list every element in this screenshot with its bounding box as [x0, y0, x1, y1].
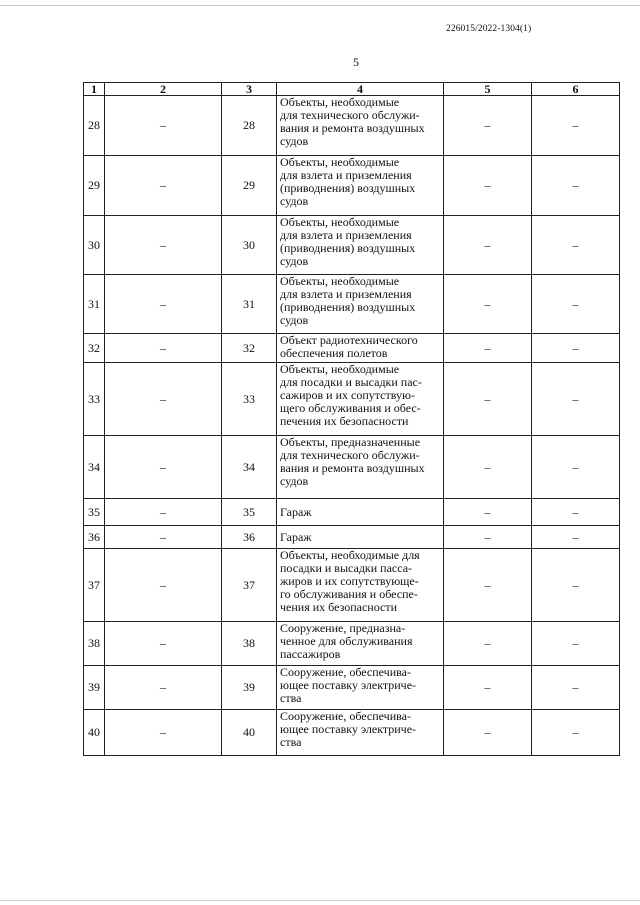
- column-5-value: –: [444, 526, 532, 549]
- column-3-value: 28: [222, 96, 277, 156]
- column-6-value: –: [532, 96, 620, 156]
- object-description: [277, 96, 444, 156]
- object-description: [277, 275, 444, 334]
- page-number: 5: [353, 55, 359, 69]
- description-line: ченное для обслуживания: [280, 634, 413, 648]
- column-3-value: 36: [222, 526, 277, 549]
- header-col-5: 5: [444, 83, 532, 96]
- column-2-value: –: [105, 710, 222, 756]
- column-2-value: –: [105, 363, 222, 436]
- header-col-3: 3: [222, 83, 277, 96]
- object-description: [277, 499, 444, 526]
- column-3-value: 37: [222, 549, 277, 622]
- table-row: [84, 156, 620, 216]
- column-3-value: 33: [222, 363, 277, 436]
- table-row: [84, 216, 620, 275]
- object-description: [277, 666, 444, 710]
- description-line: для посадки и высадки пас-: [280, 375, 422, 389]
- table-row: [84, 96, 620, 156]
- description-line: жиров и их сопутствующе-: [280, 574, 419, 588]
- table-row: [84, 334, 620, 363]
- column-5-value: –: [444, 666, 532, 710]
- column-3-value: 39: [222, 666, 277, 710]
- row-number: 40: [84, 710, 105, 756]
- row-number: 29: [84, 156, 105, 216]
- column-5-value: –: [444, 549, 532, 622]
- column-2-value: –: [105, 216, 222, 275]
- column-6-value: –: [532, 363, 620, 436]
- description-line: пассажиров: [280, 647, 341, 661]
- column-3-value: 31: [222, 275, 277, 334]
- column-3-value: 34: [222, 436, 277, 499]
- column-2-value: –: [105, 666, 222, 710]
- column-5-value: –: [444, 363, 532, 436]
- description-line: вания и ремонта воздушных: [280, 121, 425, 135]
- description-line: (приводнения) воздушных: [280, 181, 416, 195]
- column-2-value: –: [105, 526, 222, 549]
- table-header-row: [84, 83, 620, 96]
- description-line: Объекты, необходимые: [280, 215, 400, 229]
- column-6-value: –: [532, 666, 620, 710]
- column-5-value: –: [444, 334, 532, 363]
- row-number: 35: [84, 499, 105, 526]
- table-row: [84, 710, 620, 756]
- table-row: [84, 363, 620, 436]
- row-number: 32: [84, 334, 105, 363]
- description-line: судов: [280, 474, 309, 488]
- column-5-value: –: [444, 710, 532, 756]
- column-5-value: –: [444, 96, 532, 156]
- column-2-value: –: [105, 96, 222, 156]
- description-line: Объекты, необходимые: [280, 274, 400, 288]
- description-line: Гараж: [280, 504, 312, 519]
- column-2-value: –: [105, 156, 222, 216]
- row-number: 34: [84, 436, 105, 499]
- column-5-value: –: [444, 436, 532, 499]
- description-line: Объекты, необходимые для: [280, 548, 420, 562]
- row-number: 33: [84, 363, 105, 436]
- column-6-value: –: [532, 526, 620, 549]
- bottom-border-line: [0, 900, 640, 901]
- description-line: для взлета и приземления: [280, 287, 412, 301]
- column-5-value: –: [444, 622, 532, 666]
- column-6-value: –: [532, 549, 620, 622]
- description-line: вания и ремонта воздушных: [280, 461, 425, 475]
- object-description: [277, 622, 444, 666]
- table-row: [84, 549, 620, 622]
- table-row: [84, 436, 620, 499]
- column-5-value: –: [444, 275, 532, 334]
- column-6-value: –: [532, 334, 620, 363]
- description-line: ющее поставку электриче-: [280, 722, 417, 736]
- object-description: [277, 334, 444, 363]
- table-row: [84, 526, 620, 549]
- description-line: ющее поставку электриче-: [280, 678, 417, 692]
- object-description: [277, 363, 444, 436]
- row-number: 28: [84, 96, 105, 156]
- column-5-value: –: [444, 156, 532, 216]
- column-6-value: –: [532, 216, 620, 275]
- description-line: щего обслуживания и обес-: [280, 401, 421, 415]
- object-description: [277, 526, 444, 549]
- column-2-value: –: [105, 499, 222, 526]
- description-line: Объекты, необходимые: [280, 95, 400, 109]
- column-2-value: –: [105, 275, 222, 334]
- description-line: Объект радиотехнического: [280, 333, 418, 347]
- header-col-1: 1: [84, 83, 105, 96]
- data-table: [83, 82, 620, 756]
- description-line: обеспечения полетов: [280, 346, 388, 360]
- description-line: (приводнения) воздушных: [280, 241, 416, 255]
- description-line: печения их безопасности: [280, 414, 409, 428]
- description-line: судов: [280, 134, 309, 148]
- document-id: 226015/2022-1304(1): [446, 24, 532, 34]
- description-line: посадки и высадки пасса-: [280, 561, 413, 575]
- column-2-value: –: [105, 622, 222, 666]
- column-2-value: –: [105, 549, 222, 622]
- column-6-value: –: [532, 499, 620, 526]
- description-line: ства: [280, 691, 302, 705]
- description-line: Сооружение, предназна-: [280, 621, 406, 635]
- description-line: сажиров и их сопутствую-: [280, 388, 415, 402]
- row-number: 39: [84, 666, 105, 710]
- header-col-6: 6: [532, 83, 620, 96]
- object-description: [277, 156, 444, 216]
- table-row: [84, 275, 620, 334]
- description-line: для взлета и приземления: [280, 228, 412, 242]
- description-line: судов: [280, 194, 309, 208]
- description-line: Сооружение, обеспечива-: [280, 665, 411, 679]
- column-3-value: 32: [222, 334, 277, 363]
- column-5-value: –: [444, 499, 532, 526]
- column-6-value: –: [532, 622, 620, 666]
- description-line: для взлета и приземления: [280, 168, 412, 182]
- column-6-value: –: [532, 710, 620, 756]
- row-number: 30: [84, 216, 105, 275]
- column-2-value: –: [105, 436, 222, 499]
- column-3-value: 38: [222, 622, 277, 666]
- column-6-value: –: [532, 156, 620, 216]
- row-number: 37: [84, 549, 105, 622]
- row-number: 31: [84, 275, 105, 334]
- object-description: [277, 436, 444, 499]
- top-border-line: [0, 5, 640, 6]
- column-3-value: 40: [222, 710, 277, 756]
- description-line: Объекты, необходимые: [280, 362, 400, 376]
- table-row: [84, 622, 620, 666]
- table-row: [84, 666, 620, 710]
- column-2-value: –: [105, 334, 222, 363]
- row-number: 36: [84, 526, 105, 549]
- header-col-4: 4: [277, 83, 444, 96]
- header-col-2: 2: [105, 83, 222, 96]
- description-line: для технического обслужи-: [280, 448, 420, 462]
- description-line: для технического обслужи-: [280, 108, 420, 122]
- description-line: Объекты, предназначенные: [280, 435, 421, 449]
- description-line: судов: [280, 254, 309, 268]
- description-line: ства: [280, 735, 302, 749]
- row-number: 38: [84, 622, 105, 666]
- description-line: Объекты, необходимые: [280, 155, 400, 169]
- object-description: [277, 549, 444, 622]
- column-3-value: 35: [222, 499, 277, 526]
- column-6-value: –: [532, 275, 620, 334]
- description-line: Гараж: [280, 529, 312, 544]
- column-6-value: –: [532, 436, 620, 499]
- description-line: судов: [280, 313, 309, 327]
- table-row: [84, 499, 620, 526]
- description-line: (приводнения) воздушных: [280, 300, 416, 314]
- column-5-value: –: [444, 216, 532, 275]
- object-description: [277, 216, 444, 275]
- object-description: [277, 710, 444, 756]
- description-line: Сооружение, обеспечива-: [280, 709, 411, 723]
- description-line: го обслуживания и обеспе-: [280, 587, 418, 601]
- column-3-value: 29: [222, 156, 277, 216]
- description-line: чения их безопасности: [280, 600, 398, 614]
- column-3-value: 30: [222, 216, 277, 275]
